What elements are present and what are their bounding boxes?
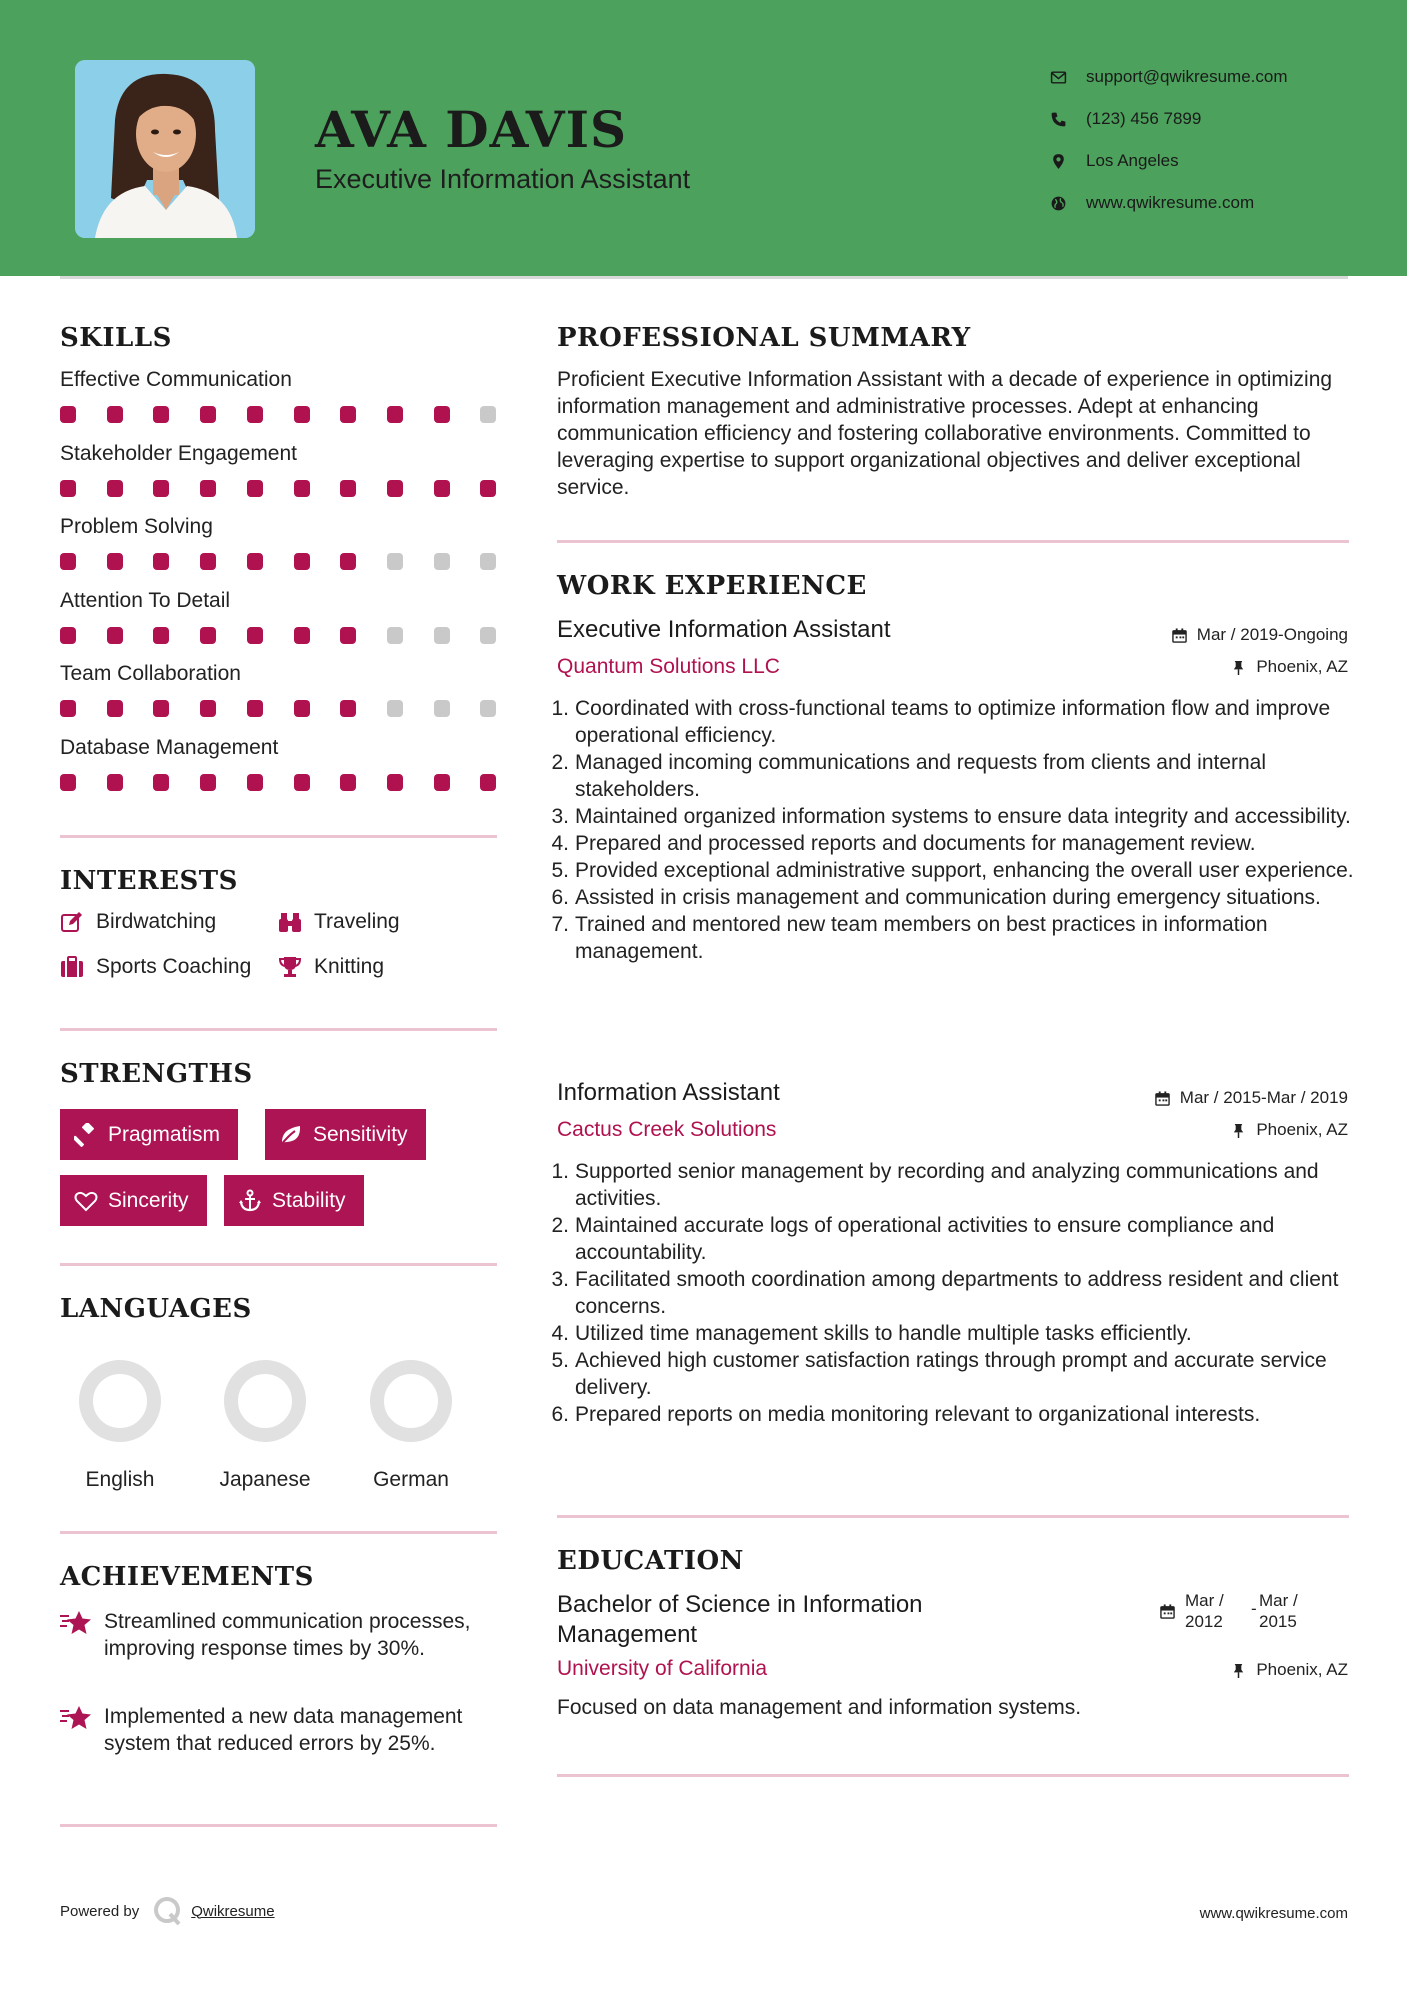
skill-dot-filled [200, 553, 216, 570]
skill-dot-filled [153, 700, 169, 717]
school-name: University of California [557, 1657, 768, 1680]
skill-dot-filled [387, 774, 403, 791]
skill-name: Database Management [60, 735, 279, 759]
map-pin-icon [1050, 153, 1086, 170]
achievement-text: Streamlined communication processes, improving response times by 30%. [104, 1610, 471, 1660]
job-title: Information Assistant [557, 1079, 780, 1106]
bullet-number: 6. [551, 1403, 569, 1426]
skill-dot-filled [107, 406, 123, 423]
skill-dot-empty [480, 627, 496, 644]
skill-dot-filled [387, 480, 403, 497]
bullet-number: 7. [551, 913, 569, 936]
skill-dot-filled [340, 553, 356, 570]
pencil-square-icon [60, 910, 96, 934]
summary-text: Proficient Executive Information Assistant with a decade of experience in optimizing information management and administrative processes. Adept at enhancing communication efficiency and fostering collaborative environments. Committed to leveraging expertise to support organizational objectives and deliver exceptional service. [557, 368, 1333, 499]
skill-dot-empty [480, 700, 496, 717]
candidate-title: Executive Information Assistant [315, 164, 691, 194]
job-location-text: Phoenix, AZ [1256, 1120, 1348, 1139]
bullet-number: 3. [551, 1268, 569, 1291]
skill-dot-empty [387, 553, 403, 570]
education-location-text: Phoenix, AZ [1256, 1660, 1348, 1679]
contact-website[interactable] [1050, 182, 1380, 224]
skill-dot-filled [153, 406, 169, 423]
pushpin-icon [1231, 1663, 1246, 1678]
skill-dot-filled [247, 774, 263, 791]
bullet-text: Assisted in crisis management and communication during emergency situations. [575, 886, 1321, 909]
skill-dot-filled [294, 480, 310, 497]
skill-dot-filled [247, 480, 263, 497]
language-item [60, 1356, 180, 1492]
language-item [205, 1356, 325, 1492]
skill-rating [60, 627, 500, 645]
skill-rating [60, 553, 500, 571]
resume-header [0, 0, 1407, 276]
education-heading: EDUCATION [557, 1546, 744, 1576]
bullet-number: 4. [551, 1322, 569, 1345]
trophy-icon [278, 955, 314, 979]
bullet-number: 3. [551, 805, 569, 828]
contact-website-text: www.qwikresume.com [1086, 193, 1255, 212]
skill-name: Stakeholder Engagement [60, 441, 297, 465]
heart-icon [74, 1189, 108, 1213]
bullet-text: Supported senior management by recording and analyzing communications and activities. [575, 1160, 1319, 1210]
bullet-text: Maintained accurate logs of operational activities to ensure compliance and accountability. [575, 1214, 1275, 1264]
job-bullet [551, 830, 1356, 857]
section-divider [60, 1531, 497, 1534]
interest-label: Traveling [314, 910, 400, 933]
bullet-number: 1. [551, 1160, 569, 1183]
education-description: Focused on data management and information systems. [557, 1696, 1082, 1719]
skill-dot-filled [294, 774, 310, 791]
interest-label: Birdwatching [96, 910, 217, 933]
experience-heading: WORK EXPERIENCE [557, 571, 867, 601]
bullet-text: Provided exceptional administrative support, enhancing the overall user experience. [575, 859, 1354, 882]
job-bullet [551, 695, 1356, 749]
qwikresume-logo-icon [153, 1896, 183, 1926]
job-bullet [551, 857, 1356, 884]
powered-by-label: Powered by [60, 1902, 140, 1920]
skill-dot-filled [153, 774, 169, 791]
skill-dot-empty [480, 553, 496, 570]
bullet-number: 5. [551, 859, 569, 882]
globe-icon [1050, 195, 1086, 212]
job-bullet [551, 1347, 1356, 1401]
bullet-number: 1. [551, 697, 569, 720]
job-bullet [551, 911, 1356, 965]
calendar-icon [1172, 628, 1187, 643]
star-icon [60, 1608, 104, 1662]
skill-dot-filled [340, 406, 356, 423]
skill-dot-filled [294, 700, 310, 717]
skill-name: Problem Solving [60, 515, 213, 538]
briefcase-icon [60, 955, 96, 979]
skill-dot-filled [340, 480, 356, 497]
bullet-text: Prepared and processed reports and documents for management review. [575, 832, 1256, 855]
strength-label: Stability [272, 1188, 346, 1212]
skill-dot-filled [480, 774, 496, 791]
skill-dot-filled [60, 627, 76, 644]
job-bullet [551, 749, 1356, 803]
skill-dot-filled [340, 627, 356, 644]
skill-dot-filled [247, 553, 263, 570]
job-bullet [551, 884, 1356, 911]
contact-phone[interactable] [1050, 98, 1380, 140]
language-name: English [85, 1468, 155, 1491]
calendar-icon [1155, 1091, 1170, 1106]
section-divider [60, 1028, 497, 1031]
contact-email-text: support@qwikresume.com [1086, 67, 1288, 86]
skill-rating [60, 406, 500, 424]
strength-tag [265, 1109, 426, 1160]
skill-dot-filled [340, 774, 356, 791]
strength-tag [60, 1175, 207, 1226]
skill-dot-filled [153, 627, 169, 644]
degree-name: Bachelor of Science in Information Management [557, 1591, 923, 1648]
education-end: Mar / 2015 [1259, 1591, 1298, 1631]
binoculars-icon [278, 910, 314, 934]
interest-item [60, 910, 216, 934]
job-bullet [551, 1320, 1356, 1347]
language-proficiency-ring [75, 1356, 165, 1446]
bullet-text: Trained and mentored new team members on best practices in information management. [575, 913, 1268, 963]
education-location [1231, 1660, 1348, 1680]
skill-dot-filled [107, 774, 123, 791]
section-divider [60, 835, 497, 838]
skill-dot-filled [60, 406, 76, 423]
section-divider [60, 1824, 497, 1827]
skill-dot-filled [107, 553, 123, 570]
bullet-text: Utilized time management skills to handle multiple tasks efficiently. [575, 1322, 1192, 1345]
skill-dot-empty [480, 406, 496, 423]
contact-location-text: Los Angeles [1086, 151, 1179, 170]
footer-powered-by [60, 1896, 275, 1926]
job-location [1231, 1120, 1348, 1140]
skill-dot-filled [200, 480, 216, 497]
skill-name: Effective Communication [60, 368, 292, 391]
interest-item [278, 955, 384, 979]
skill-dot-filled [434, 480, 450, 497]
job-dates [1172, 625, 1348, 645]
languages-heading: LANGUAGES [60, 1294, 252, 1324]
skill-name: Attention To Detail [60, 588, 231, 612]
skill-dot-empty [434, 627, 450, 644]
skill-dot-filled [60, 553, 76, 570]
strength-label: Sincerity [108, 1188, 189, 1212]
job-bullet-list [551, 695, 1356, 965]
interests-heading: INTERESTS [60, 866, 238, 896]
anchor-icon [238, 1189, 272, 1213]
bullet-text: Prepared reports on media monitoring relevant to organizational interests. [575, 1403, 1261, 1426]
phone-icon [1050, 111, 1086, 128]
pushpin-icon [1231, 1123, 1246, 1138]
header-divider [60, 276, 1348, 279]
leaf-icon [279, 1123, 313, 1147]
skill-dot-filled [200, 406, 216, 423]
skill-dot-filled [247, 700, 263, 717]
job-bullet-list [551, 1158, 1356, 1428]
language-item [351, 1356, 471, 1492]
education-dates [1160, 1590, 1319, 1632]
skill-dot-filled [153, 553, 169, 570]
skill-dot-filled [200, 627, 216, 644]
profile-photo [75, 60, 255, 238]
job-dates-text: Mar / 2015-Mar / 2019 [1179, 1088, 1348, 1107]
strength-tag [224, 1175, 364, 1226]
contact-location [1050, 140, 1380, 182]
job-bullet [551, 1158, 1356, 1212]
interest-label: Knitting [314, 955, 385, 978]
skill-dot-empty [434, 553, 450, 570]
language-name: German [373, 1468, 449, 1491]
job-title: Executive Information Assistant [557, 616, 891, 643]
bullet-number: 2. [551, 1214, 569, 1237]
skill-dot-filled [247, 406, 263, 423]
skill-dot-filled [200, 774, 216, 791]
bullet-number: 6. [551, 886, 569, 909]
skill-dot-filled [60, 700, 76, 717]
job-bullet [551, 1266, 1356, 1320]
skill-dot-filled [294, 406, 310, 423]
skill-dot-filled [60, 774, 76, 791]
bullet-number: 4. [551, 832, 569, 855]
gavel-icon [74, 1123, 108, 1147]
skills-heading: SKILLS [60, 323, 172, 353]
skill-rating [60, 480, 500, 498]
bullet-text: Maintained organized information systems to ensure data integrity and accessibility. [575, 805, 1351, 828]
achievement-text: Implemented a new data management system that reduced errors by 25%. [104, 1705, 463, 1755]
section-divider [557, 540, 1349, 543]
skill-dot-filled [107, 480, 123, 497]
interest-item [278, 910, 400, 934]
skill-rating [60, 700, 500, 718]
bullet-text: Coordinated with cross-functional teams to optimize information flow and improve operational efficiency. [575, 697, 1331, 747]
skill-dot-filled [200, 700, 216, 717]
interest-item [60, 955, 251, 979]
bullet-text: Managed incoming communications and requests from clients and internal stakeholders. [575, 751, 1267, 801]
skill-name: Team Collaboration [60, 662, 241, 685]
skill-dot-filled [294, 627, 310, 644]
footer-url[interactable]: www.qwikresume.com [1199, 1905, 1348, 1922]
skill-dot-empty [387, 627, 403, 644]
brand-link[interactable]: Qwikresume [191, 1902, 275, 1920]
bullet-number: 2. [551, 751, 569, 774]
achievements-heading: ACHIEVEMENTS [60, 1562, 314, 1592]
bullet-text: Achieved high customer satisfaction ratings through prompt and accurate service delivery. [575, 1349, 1327, 1399]
strength-label: Pragmatism [108, 1122, 221, 1146]
skill-rating [60, 774, 500, 792]
pushpin-icon [1231, 660, 1246, 675]
job-dates [1155, 1088, 1348, 1108]
skill-dot-filled [434, 774, 450, 791]
skill-dot-empty [434, 700, 450, 717]
skill-dot-filled [107, 700, 123, 717]
contact-email[interactable] [1050, 56, 1380, 98]
job-location-text: Phoenix, AZ [1256, 657, 1348, 676]
summary-heading: PROFESSIONAL SUMMARY [557, 323, 971, 353]
section-divider [60, 1263, 497, 1266]
job-dates-text: Mar / 2019-Ongoing [1196, 625, 1348, 644]
job-location [1231, 657, 1348, 677]
star-icon [60, 1703, 104, 1757]
calendar-icon [1160, 1604, 1175, 1619]
skill-dot-filled [294, 553, 310, 570]
date-separator: - [1251, 1599, 1257, 1618]
job-bullet [551, 1212, 1356, 1266]
language-proficiency-ring [366, 1356, 456, 1446]
skill-dot-filled [340, 700, 356, 717]
achievement-item [60, 1608, 500, 1662]
job-bullet [551, 803, 1356, 830]
achievement-item [60, 1703, 500, 1757]
section-divider [557, 1515, 1349, 1518]
company-name: Quantum Solutions LLC [557, 655, 780, 678]
skill-dot-filled [387, 406, 403, 423]
skill-dot-filled [480, 480, 496, 497]
skill-dot-empty [387, 700, 403, 717]
contact-list [1050, 56, 1380, 224]
bullet-text: Facilitated smooth coordination among departments to address resident and client concerns. [575, 1268, 1339, 1318]
strengths-heading: STRENGTHS [60, 1059, 253, 1089]
strength-label: Sensitivity [313, 1122, 408, 1146]
education-start: Mar / 2012 [1185, 1591, 1224, 1631]
envelope-icon [1050, 69, 1086, 86]
skill-dot-filled [107, 627, 123, 644]
language-proficiency-ring [220, 1356, 310, 1446]
company-name: Cactus Creek Solutions [557, 1118, 777, 1141]
skill-dot-filled [153, 480, 169, 497]
bullet-number: 5. [551, 1349, 569, 1372]
contact-phone-text: (123) 456 7899 [1086, 109, 1202, 128]
language-name: Japanese [219, 1468, 311, 1491]
skill-dot-filled [434, 406, 450, 423]
interest-label: Sports Coaching [96, 955, 252, 978]
skill-dot-filled [247, 627, 263, 644]
strength-tag [60, 1109, 238, 1160]
job-bullet [551, 1401, 1356, 1428]
section-divider [557, 1774, 1349, 1777]
candidate-name: AVA DAVIS [315, 100, 628, 159]
skill-dot-filled [60, 480, 76, 497]
